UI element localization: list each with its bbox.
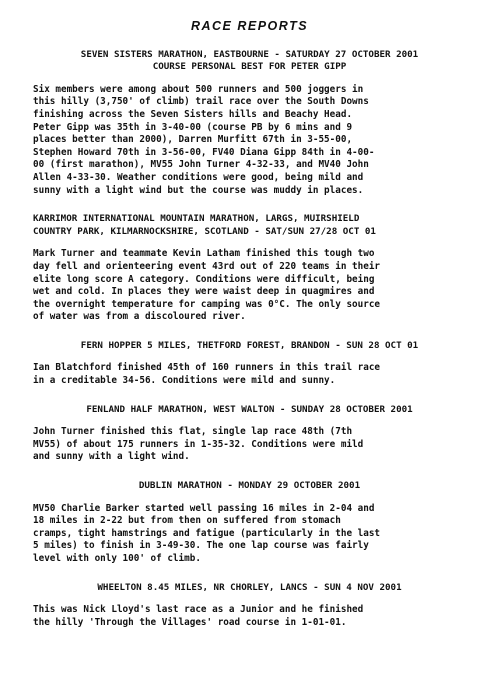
report-wheelton xyxy=(33,582,466,630)
report-body xyxy=(33,503,466,566)
report-line: places better than 2000), Darren Murfitt 67th in 3-55-00, xyxy=(33,134,353,146)
report-line: day fell and orienteering event 43rd out of 220 teams in their xyxy=(33,260,381,272)
report-heading: WHEELTON 8.45 MILES, NR CHORLEY, LANCS - SUN 4 NOV 2001 xyxy=(97,581,402,593)
report-body xyxy=(33,84,466,197)
report-body xyxy=(33,604,466,629)
report-line: finishing across the Seven Sisters hills and Beachy Head. xyxy=(33,108,353,120)
report-heading: DUBLIN MARATHON - MONDAY 29 OCTOBER 2001 xyxy=(138,480,361,492)
report-line: the hilly 'Through the Villages' road course in 1-01-01. xyxy=(33,616,347,628)
report-line: this hilly (3,750' of climb) trail race over the South Downs xyxy=(33,96,369,108)
report-line: Allen 4-33-30. Weather conditions were good, being mild and xyxy=(33,171,364,183)
report-line: level with only 100' of climb. xyxy=(33,553,201,564)
report-line: sunny with a light wind but the course was muddy in places. xyxy=(33,184,364,196)
report-line: MV55) of about 175 runners in 1-35-32. Conditions were mild xyxy=(33,438,364,450)
report-line: Peter Gipp was 35th in 3-40-00 (course PB by 6 mins and 9 xyxy=(33,121,353,133)
report-line: 5 miles) to finish in 3-49-30. The one lap course was fairly xyxy=(33,540,369,552)
report-heading: SEVEN SISTERS MARATHON, EASTBOURNE - SATURDAY 27 OCTOBER 2001 COURSE PERSONAL BEST FOR PETER GIPP xyxy=(80,48,419,73)
report-heading: KARRIMOR INTERNATIONAL MOUNTAIN MARATHON, LARGS, MUIRSHIELD COUNTRY PARK, KILMARNOCKSHIRE, SCOTLAND - SAT/SUN 27/28 OCT 01 xyxy=(33,213,376,237)
report-line: the overnight temperature for camping was 0°C. The only source xyxy=(33,298,381,310)
report-line: and sunny with a light wind. xyxy=(33,451,190,463)
report-line: Stephen Howard 70th in 3-56-00, FV40 Diana Gipp 84th in 4-00- xyxy=(33,146,375,158)
report-body xyxy=(33,248,466,324)
report-line: 00 (first marathon), MV55 John Turner 4-32-33, and MV40 John xyxy=(33,159,369,171)
report-line: 18 miles in 2-22 but from then on suffered from stomach xyxy=(33,515,341,527)
report-fenland xyxy=(33,404,466,464)
report-body xyxy=(33,362,466,387)
report-line: MV50 Charlie Barker started well passing 16 miles in 2-04 and xyxy=(33,502,375,514)
report-line: John Turner finished this flat, single lap race 48th (7th xyxy=(33,426,353,438)
report-line: elite long score A category. Conditions were difficult, being xyxy=(33,273,375,285)
report-heading: FERN HOPPER 5 MILES, THETFORD FOREST, BRANDON - SUN 28 OCT 01 xyxy=(80,339,419,351)
report-line: wet and cold. In places they were waist deep in quagmires and xyxy=(33,286,375,298)
report-line: in a creditable 34-56. Conditions were mild and sunny. xyxy=(33,375,336,387)
report-dublin xyxy=(33,480,466,566)
page-title: RACE REPORTS xyxy=(190,19,309,33)
report-line: cramps, tight hamstrings and fatigue (particularly in the last xyxy=(33,527,381,539)
report-line: Mark Turner and teammate Kevin Latham finished this tough two xyxy=(33,248,375,260)
report-heading: FENLAND HALF MARATHON, WEST WALTON - SUNDAY 28 OCTOBER 2001 xyxy=(86,403,413,415)
report-line: of water was from a discoloured river. xyxy=(33,311,246,323)
report-line: This was Nick Lloyd's last race as a Junior and he finished xyxy=(33,604,364,616)
report-karrimor xyxy=(33,213,466,324)
report-seven-sisters xyxy=(33,49,466,198)
report-line: Ian Blatchford finished 45th of 160 runners in this trail race xyxy=(33,362,381,374)
report-fern-hopper xyxy=(33,340,466,388)
report-body xyxy=(33,426,466,464)
report-line: Six members were among about 500 runners and 500 joggers in xyxy=(33,83,364,95)
